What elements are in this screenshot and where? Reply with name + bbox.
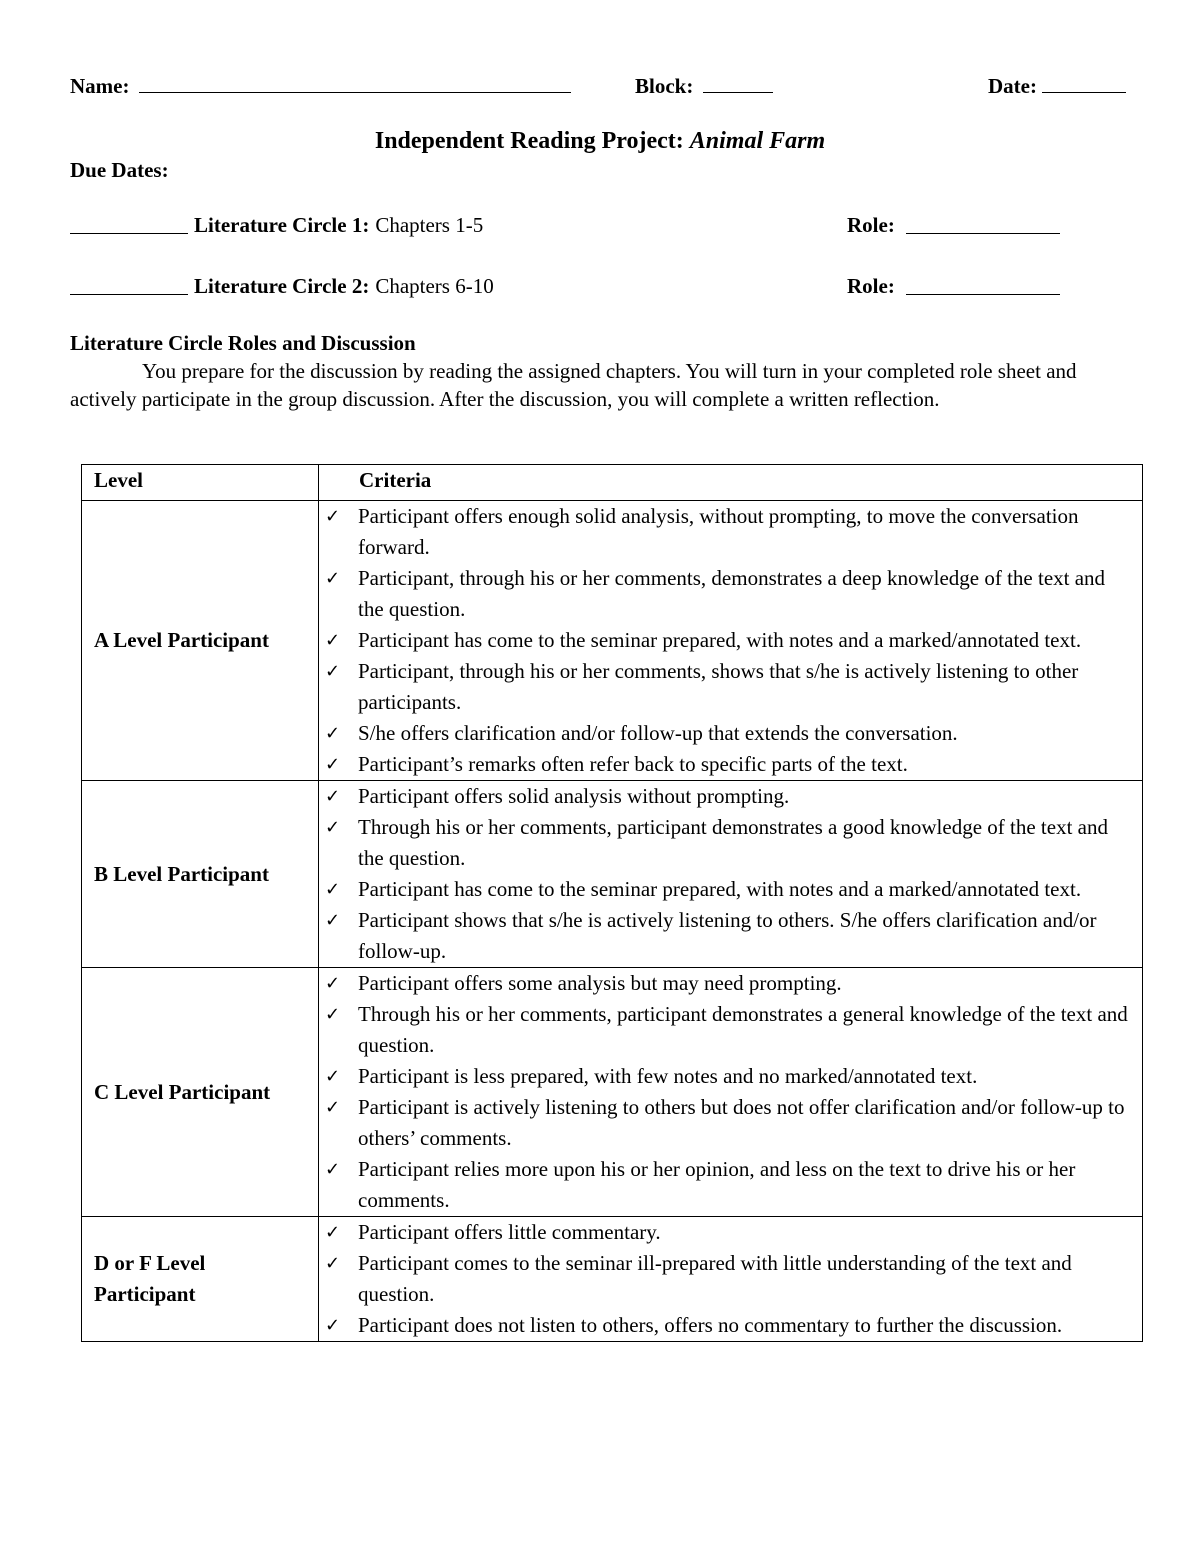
criteria-item <box>319 1217 1142 1248</box>
title-book: Animal Farm <box>689 128 826 154</box>
criteria-item <box>319 563 1142 625</box>
criteria-text: S/he offers clarification and/or follow-up that extends the conversation. <box>358 721 958 745</box>
rubric-row <box>82 781 1143 968</box>
criteria-cell <box>319 1217 1143 1342</box>
criteria-item <box>319 812 1142 874</box>
rubric-table <box>81 464 1143 1342</box>
circle-2-name: Literature Circle 2: Chapters 6-10 <box>194 274 494 298</box>
circle-1-role-blank[interactable] <box>906 233 1060 234</box>
criteria-text: Through his or her comments, participant demonstrates a general knowledge of the text and question. <box>358 1002 1128 1057</box>
criteria-text: Participant comes to the seminar ill-prepared with little understanding of the text and question. <box>358 1251 1072 1306</box>
criteria-item <box>319 1061 1142 1092</box>
checkmark-icon: ✓ <box>325 1315 341 1336</box>
criteria-item <box>319 1154 1142 1216</box>
criteria-text: Participant offers some analysis but may need prompting. <box>358 971 842 995</box>
rubric-header-row <box>82 465 1143 501</box>
circle-2-role-label: Role: <box>847 274 895 298</box>
circle-2-chapters: Chapters 6-10 <box>375 274 494 298</box>
criteria-text: Participant relies more upon his or her opinion, and less on the text to drive his or her comments. <box>358 1157 1076 1212</box>
checkmark-icon: ✓ <box>325 1159 341 1180</box>
criteria-cell <box>319 781 1143 968</box>
criteria-item <box>319 999 1142 1061</box>
criteria-text: Participant offers little commentary. <box>358 1220 661 1244</box>
criteria-item <box>319 718 1142 749</box>
block-blank[interactable] <box>703 72 773 93</box>
checkmark-icon: ✓ <box>325 1066 341 1087</box>
checkmark-icon: ✓ <box>325 568 341 589</box>
criteria-item <box>319 905 1142 967</box>
checkmark-icon: ✓ <box>325 1253 341 1274</box>
level-cell: B Level Participant <box>82 781 319 968</box>
criteria-item <box>319 968 1142 999</box>
level-cell: A Level Participant <box>82 501 319 781</box>
criteria-text: Participant has come to the seminar prepared, with notes and a marked/annotated text. <box>358 628 1082 652</box>
level-cell: C Level Participant <box>82 968 319 1217</box>
checkmark-icon: ✓ <box>325 786 341 807</box>
checkmark-icon: ✓ <box>325 817 341 838</box>
criteria-list <box>319 1217 1142 1341</box>
checkmark-icon: ✓ <box>325 661 341 682</box>
criteria-list <box>319 781 1142 967</box>
date-field[interactable] <box>988 72 1126 99</box>
circle-1-name: Literature Circle 1: Chapters 1-5 <box>194 213 484 237</box>
rubric-row <box>82 968 1143 1217</box>
criteria-text: Participant is less prepared, with few notes and no marked/annotated text. <box>358 1064 978 1088</box>
circle-1-chapters: Chapters 1-5 <box>375 213 484 237</box>
criteria-text: Participant is actively listening to others but does not offer clarification and/or follow-up to others’ comments. <box>358 1095 1125 1150</box>
criteria-item <box>319 656 1142 718</box>
criteria-item <box>319 625 1142 656</box>
date-label: Date: <box>988 74 1037 98</box>
rubric-row <box>82 1217 1143 1342</box>
rubric-body <box>82 501 1143 1342</box>
criteria-text: Participant, through his or her comments, shows that s/he is actively listening to other participants. <box>358 659 1079 714</box>
name-label: Name: <box>70 74 130 98</box>
criteria-list <box>319 501 1142 780</box>
title-main: Independent Reading Project: <box>374 128 684 154</box>
checkmark-icon: ✓ <box>325 723 341 744</box>
circle-1-role-label: Role: <box>847 213 895 237</box>
criteria-column-header: Criteria <box>319 465 1143 501</box>
criteria-item <box>319 1248 1142 1310</box>
criteria-text: Participant, through his or her comments, demonstrates a deep knowledge of the text and the question. <box>358 566 1106 621</box>
checkmark-icon: ✓ <box>325 1222 341 1243</box>
checkmark-icon: ✓ <box>325 1097 341 1118</box>
block-field[interactable] <box>635 72 773 99</box>
checkmark-icon: ✓ <box>325 879 341 900</box>
criteria-text: Participant offers solid analysis without prompting. <box>358 784 790 808</box>
criteria-item <box>319 501 1142 563</box>
checkmark-icon: ✓ <box>325 1004 341 1025</box>
checkmark-icon: ✓ <box>325 630 341 651</box>
criteria-item <box>319 874 1142 905</box>
rubric-row <box>82 501 1143 781</box>
level-cell: D or F Level Participant <box>82 1217 319 1342</box>
name-field[interactable] <box>70 72 571 99</box>
criteria-text: Participant has come to the seminar prepared, with notes and a marked/annotated text. <box>358 877 1082 901</box>
student-info-header <box>70 72 1130 102</box>
criteria-item <box>319 781 1142 812</box>
criteria-item <box>319 749 1142 780</box>
checkmark-icon: ✓ <box>325 973 341 994</box>
name-blank[interactable] <box>139 72 571 93</box>
circle-1-due-date-blank[interactable] <box>70 233 188 234</box>
section-heading: Literature Circle Roles and Discussion <box>70 331 416 355</box>
criteria-list <box>319 968 1142 1216</box>
criteria-text: Participant shows that s/he is actively listening to others. S/he offers clarification and/or follow-up. <box>358 908 1097 963</box>
literature-circle-2-row <box>70 274 1130 304</box>
circle-2-role-blank[interactable] <box>906 294 1060 295</box>
criteria-text: Through his or her comments, participant demonstrates a good knowledge of the text and the question. <box>358 815 1108 870</box>
criteria-item <box>319 1310 1142 1341</box>
criteria-text: Participant’s remarks often refer back to specific parts of the text. <box>358 752 908 776</box>
checkmark-icon: ✓ <box>325 754 341 775</box>
criteria-cell <box>319 501 1143 781</box>
page-title <box>0 128 1200 155</box>
level-column-header: Level <box>82 465 319 501</box>
literature-circle-1-row <box>70 213 1130 243</box>
criteria-text: Participant does not listen to others, offers no commentary to further the discussion. <box>358 1313 1063 1337</box>
criteria-item <box>319 1092 1142 1154</box>
intro-paragraph: You prepare for the discussion by reading the assigned chapters. You will turn in your completed role sheet and actively participate in the group discussion. After the discussion, you will complete a written reflection. <box>70 359 1077 411</box>
checkmark-icon: ✓ <box>325 910 341 931</box>
circle-2-due-date-blank[interactable] <box>70 294 188 295</box>
block-label: Block: <box>635 74 694 98</box>
criteria-cell <box>319 968 1143 1217</box>
checkmark-icon: ✓ <box>325 506 341 527</box>
criteria-text: Participant offers enough solid analysis, without prompting, to move the conversation forward. <box>358 504 1079 559</box>
date-blank[interactable] <box>1042 72 1126 93</box>
due-dates-label: Due Dates: <box>70 158 169 182</box>
